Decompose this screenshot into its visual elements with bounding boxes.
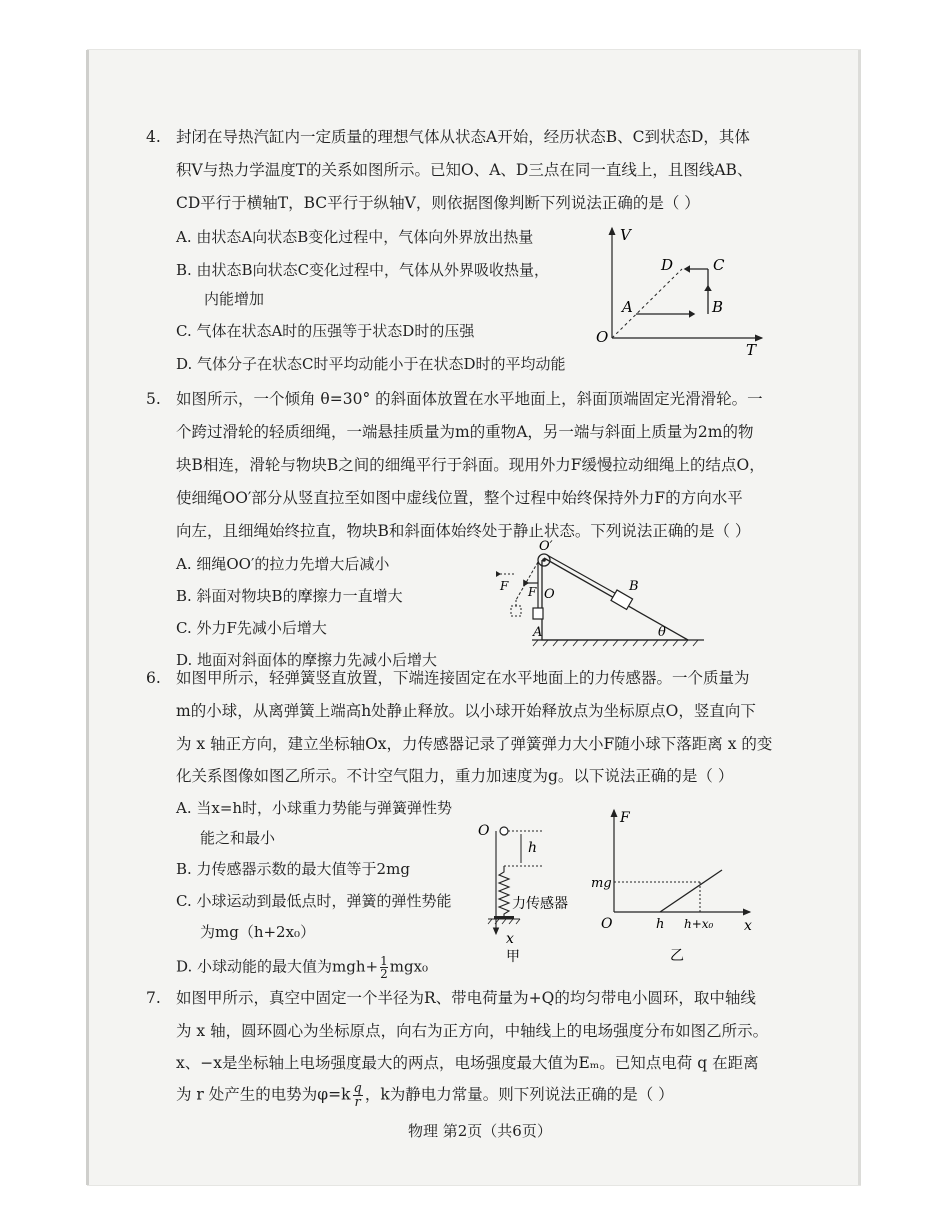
page-edge-right bbox=[858, 50, 861, 1185]
q5-stem-line4: 使细绳OO′部分从竖直拉至如图中虚线位置，整个过程中始终保持外力F的方向水平 bbox=[176, 489, 743, 507]
q7-stem-line4 bbox=[176, 1082, 674, 1109]
q6-fig-yi bbox=[590, 802, 760, 968]
page-edge-left bbox=[86, 50, 89, 1185]
q6-option-d-text: D. 小球动能的最大值为mgh+ bbox=[176, 957, 379, 976]
q4-option-c: C. 气体在状态A时的压强等于状态D时的压强 bbox=[176, 322, 475, 340]
q4-option-b-cont: 内能增加 bbox=[204, 290, 265, 308]
q6-option-c: C. 小球运动到最低点时，弹簧的弹性势能 bbox=[176, 892, 452, 910]
q5-pulley-axle bbox=[542, 558, 546, 562]
q5-option-b: B. 斜面对物块B的摩擦力一直增大 bbox=[176, 587, 403, 605]
q7-line4-tail: ，k为静电力常量。则下列说法正确的是（ ） bbox=[364, 1085, 674, 1104]
q4-label-b: B bbox=[712, 298, 724, 316]
q5-label-knot: O bbox=[544, 587, 555, 602]
q6-label-h2: h bbox=[656, 917, 665, 932]
q6-label-xaxis: x bbox=[744, 918, 752, 934]
q5-label-f-dashed: F bbox=[500, 579, 509, 593]
q6-force-line bbox=[660, 870, 722, 912]
q6-label-o2: O bbox=[601, 916, 613, 932]
q6-option-c-cont: 为mg（h+2x₀） bbox=[200, 923, 316, 941]
q6-label-f: F bbox=[620, 810, 630, 826]
q5-label-pulley: O′ bbox=[539, 540, 553, 554]
q4-option-a: A. 由状态A向状态B变化过程中，气体向外界放出热量 bbox=[176, 228, 534, 246]
q4-label-o: O bbox=[596, 328, 609, 346]
q4-label-v: V bbox=[620, 226, 631, 244]
q6-option-d-frac-den: 2 bbox=[380, 967, 388, 981]
q6-stem-line4: 化关系图像如图乙所示。不计空气阻力，重力加速度为g。以下说法正确的是（ ） bbox=[176, 767, 734, 785]
q6-stem-line3: 为 x 轴正方向，建立坐标轴Ox，力传感器记录了弹簧弹力大小F随小球下落距离 x 的变 bbox=[176, 735, 773, 753]
q6-label-x: x bbox=[506, 931, 514, 947]
q4-label-t: T bbox=[746, 341, 757, 357]
q5-stem-line2: 个跨过滑轮的轻质细绳，一端悬挂质量为m的重物A，另一端与斜面上质量为2m的物 bbox=[176, 423, 754, 441]
q7-frac-num: q bbox=[353, 1081, 362, 1096]
q5-label-theta: θ bbox=[658, 625, 666, 640]
q6-option-d bbox=[176, 955, 428, 980]
q7-stem-line1: 如图甲所示，真空中固定一个半径为R、带电荷量为+Q的均匀带电小圆环，取中轴线 bbox=[176, 989, 756, 1007]
q6-label-h: h bbox=[528, 840, 538, 856]
q6-number: 6. bbox=[146, 669, 161, 687]
q6-option-d-frac-num: 1 bbox=[380, 954, 388, 968]
q4-label-d: D bbox=[661, 256, 674, 274]
q4-stem-line3: CD平行于横轴T，BC平行于纵轴V，则依据图像判断下列说法正确的是（ ） bbox=[176, 194, 700, 212]
q5-stem-line5: 向左，且细绳始终拉直，物块B和斜面体始终处于静止状态。下列说法正确的是（ ） bbox=[176, 522, 751, 540]
q4-option-b: B. 由状态B向状态C变化过程中，气体从外界吸收热量， bbox=[176, 261, 550, 279]
q4-label-a: A bbox=[622, 298, 633, 316]
q6-option-b: B. 力传感器示数的最大值等于2mg bbox=[176, 860, 410, 878]
q7-stem-line2: 为 x 轴，圆环圆心为坐标原点，向右为正方向，中轴线上的电场强度分布如图乙所示。 bbox=[176, 1022, 769, 1040]
q5-option-a: A. 细绳OO′的拉力先增大后减小 bbox=[176, 555, 390, 573]
q5-rope-to-b bbox=[547, 555, 620, 596]
q6-stem-line2: m的小球，从离弹簧上端高h处静止释放。以小球开始释放点为坐标原点O，竖直向下 bbox=[176, 702, 756, 720]
q7-fraction bbox=[353, 1082, 363, 1109]
q6-sensor-hatch bbox=[488, 919, 520, 924]
q6-option-a: A. 当x=h时，小球重力势能与弹簧弹性势 bbox=[176, 799, 453, 817]
q6-label-hx0: h+x₀ bbox=[684, 917, 714, 931]
q6-option-a-cont: 能之和最小 bbox=[200, 829, 276, 847]
q5-ground-hatch bbox=[533, 640, 698, 646]
q5-weight-a bbox=[533, 608, 543, 619]
q6-spring bbox=[499, 866, 509, 916]
q5-label-f: F bbox=[528, 585, 537, 599]
q7-line4-text: 为 r 处产生的电势为φ=k bbox=[176, 1085, 351, 1104]
q4-stem-line2: 积V与热力学温度T的关系如图所示。已知O、A、D三点在同一直线上，且图线AB、 bbox=[176, 161, 753, 179]
q6-option-d-fraction bbox=[380, 955, 388, 980]
q6-caption-jia: 甲 bbox=[506, 949, 520, 964]
q5-number: 5. bbox=[146, 390, 161, 408]
q5-option-d: D. 地面对斜面体的摩擦力先减小后增大 bbox=[176, 651, 438, 669]
q6-stem-line1: 如图甲所示，轻弹簧竖直放置，下端连接固定在水平地面上的力传感器。一个质量为 bbox=[176, 669, 750, 687]
q6-label-mg: mg bbox=[591, 876, 612, 891]
q7-stem-line3: x、−x是坐标轴上电场强度最大的两点，电场强度最大值为Eₘ。已知点电荷 q 在距离 bbox=[176, 1054, 759, 1072]
q4-vt-graph bbox=[590, 222, 770, 357]
q7-frac-den: r bbox=[354, 1095, 361, 1110]
q7-number: 7. bbox=[146, 989, 161, 1007]
q6-label-sensor: 力传感器 bbox=[512, 896, 568, 912]
q5-label-a: A bbox=[533, 625, 543, 640]
q5-label-b: B bbox=[629, 579, 639, 594]
q5-stem-line1: 如图所示，一个倾角 θ=30° 的斜面体放置在水平地面上，斜面顶端固定光滑滑轮。一 bbox=[176, 390, 763, 408]
q5-dashed-weight bbox=[511, 606, 521, 616]
q4-stem-line1: 封闭在导热汽缸内一定质量的理想气体从状态A开始，经历状态B、C到状态D，其体 bbox=[176, 128, 750, 146]
q4-option-d: D. 气体分子在状态C时平均动能小于在状态D时的平均动能 bbox=[176, 355, 566, 373]
q6-ball bbox=[500, 827, 508, 835]
q4-number: 4. bbox=[146, 128, 161, 146]
q4-label-c: C bbox=[713, 256, 725, 274]
q6-option-d-tail: mgx₀ bbox=[389, 957, 429, 976]
q5-stem-line3: 块B相连，滑轮与物块B之间的细绳平行于斜面。现用外力F缓慢拉动细绳上的结点O， bbox=[176, 456, 765, 474]
q6-fig-jia bbox=[474, 816, 584, 964]
q5-incline-figure bbox=[492, 540, 712, 652]
q6-caption-yi: 乙 bbox=[670, 948, 684, 964]
q6-label-o: O bbox=[478, 823, 490, 839]
page-footer: 物理 第2页（共6页） bbox=[408, 1122, 552, 1140]
q5-option-c: C. 外力F先减小后增大 bbox=[176, 619, 327, 637]
